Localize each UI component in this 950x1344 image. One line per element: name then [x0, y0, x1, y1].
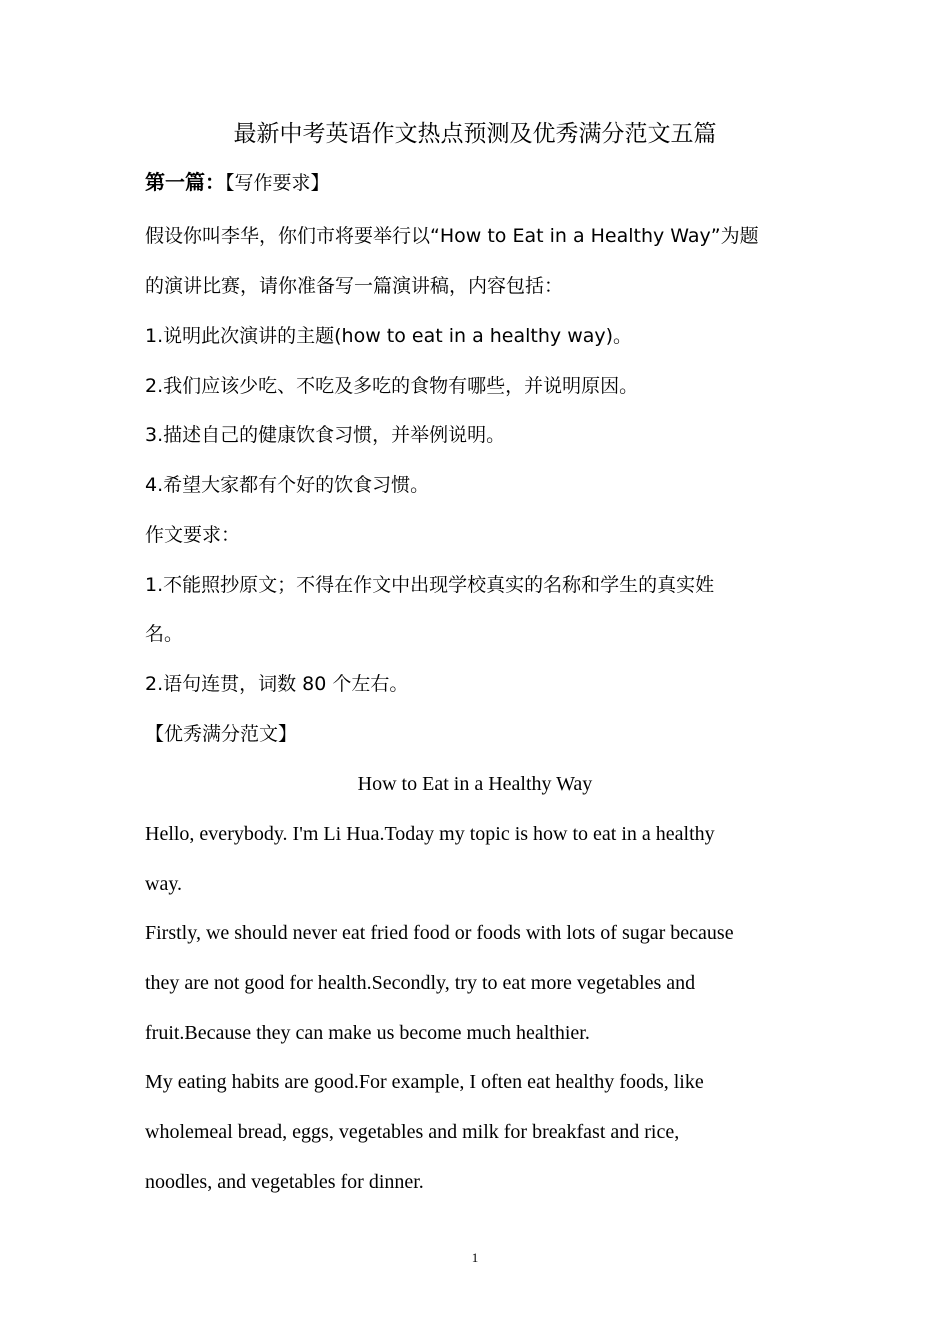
- section-heading: [145, 168, 810, 197]
- essay-requirement-item: 名。: [145, 623, 184, 645]
- essay-requirement-item: 2.语句连贯，词数 80 个左右。: [145, 673, 409, 695]
- page-number: 1: [471, 1250, 479, 1265]
- sample-heading: 【优秀满分范文】: [145, 723, 298, 745]
- section-tag: 【写作要求】: [225, 172, 330, 194]
- task-line: 假设你叫李华，你们市将要举行以“How to Eat in a Healthy Way”为题: [145, 225, 759, 247]
- essay-requirements-heading: 作文要求：: [145, 524, 241, 546]
- essay-paragraph-line: noodles, and vegetables for dinner.: [145, 1171, 424, 1193]
- essay-paragraph-line: they are not good for health.Secondly, try to eat more vegetables and: [145, 972, 696, 994]
- requirement-item: 1.说明此次演讲的主题(how to eat in a healthy way)。: [145, 325, 633, 347]
- essay-paragraph-line: Hello, everybody. I'm Li Hua.Today my topic is how to eat in a healthy: [145, 823, 715, 845]
- document-title: 最新中考英语作文热点预测及优秀满分范文五篇: [233, 121, 717, 147]
- essay-paragraph-line: fruit.Because they can make us become much healthier.: [145, 1022, 590, 1044]
- task-line: 的演讲比赛，请你准备写一篇演讲稿，内容包括：: [145, 275, 564, 297]
- essay-paragraph-line: way.: [145, 873, 183, 895]
- essay-requirement-item: 1.不能照抄原文；不得在作文中出现学校真实的名称和学生的真实姓: [145, 574, 715, 596]
- essay-paragraph-line: wholemeal bread, eggs, vegetables and milk for breakfast and rice,: [145, 1121, 680, 1143]
- essay-paragraph-line: My eating habits are good.For example, I often eat healthy foods, like: [145, 1071, 704, 1093]
- requirement-item: 4.希望大家都有个好的饮食习惯。: [145, 474, 430, 496]
- requirement-item: 3.描述自己的健康饮食习惯，并举例说明。: [145, 424, 506, 446]
- essay-title: How to Eat in a Healthy Way: [357, 773, 593, 795]
- requirement-item: 2.我们应该少吃、不吃及多吃的食物有哪些，并说明原因。: [145, 375, 639, 397]
- section-label: 第一篇：: [145, 170, 225, 194]
- essay-paragraph-line: Firstly, we should never eat fried food or foods with lots of sugar because: [145, 922, 734, 944]
